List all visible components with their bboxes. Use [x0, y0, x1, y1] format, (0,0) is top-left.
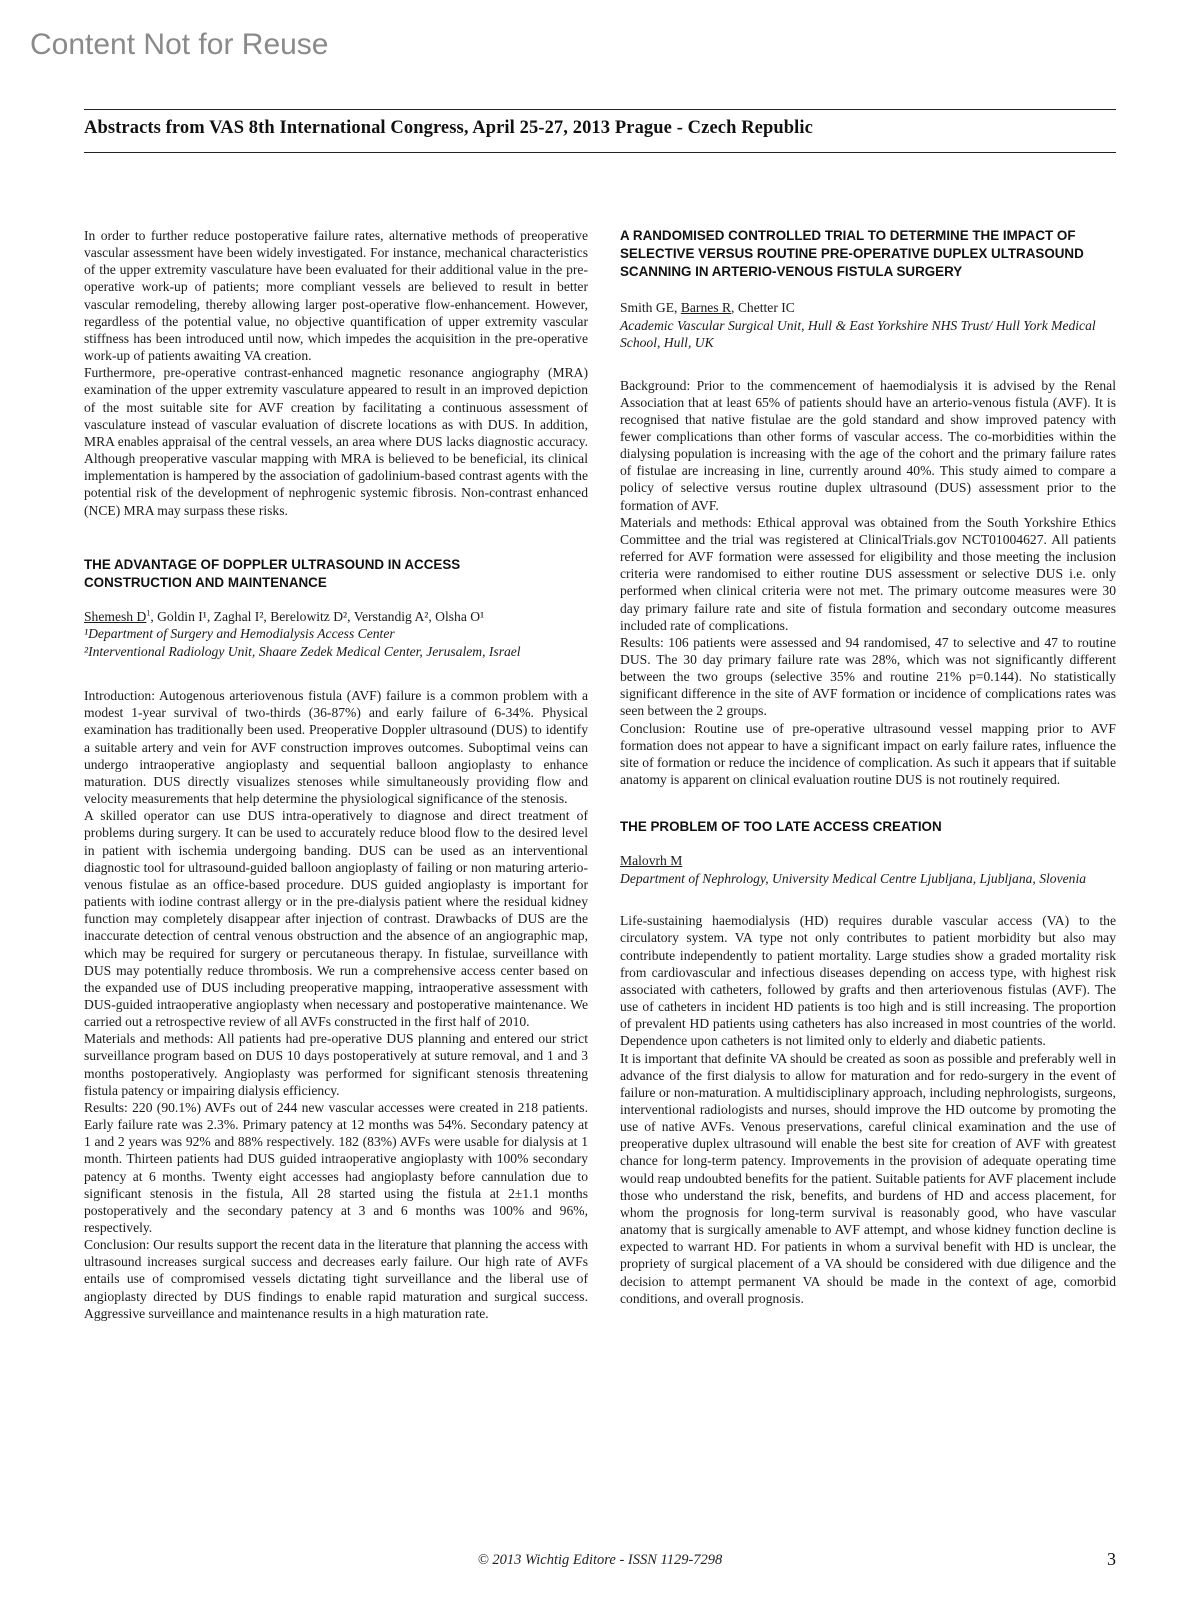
abstract-paragraph: A skilled operator can use DUS intra-operatively to diagnose and direct treatment of problems during surgery. It can be used to accurately reduce blood flow to the desired level in patient with ischemia undergoing banding. DUS can be used as an interventional diagnostic tool for ultrasound-guided balloon angioplasty of failing or non maturing arterio-venous fistulae as an office-based procedure. DUS guided angioplasty is important for patients with iodine contrast allergy or in the pre-dialysis patient where the residual kidney function may completely disappear after injection of contrast. Drawbacks of DUS are the inaccurate detection of central venous obstruction and the absence of an angiographic map, which may be required for surgery or percutaneous therapy. In fistulae, surveillance with DUS may potentially reduce thrombosis. We run a comprehensive access center based on the expanded use of DUS including preoperative mapping, intraoperative assessment with DUS-guided intraoperative angioplasty when necessary and postoperative maintenance. We carried out a retrospective review of all AVFs constructed in the first half of 2010. — [84, 808, 588, 1030]
intro-paragraph: Furthermore, pre-operative contrast-enhanced magnetic resonance angiography (MRA) examination of the upper extremity vasculature appeared to result in an improved depiction of the most suitable site for AVF creation by facilitating a continuous assessment of vasculature instead of vascular evaluation of discrete locations as with DUS. In addition, MRA enables appraisal of the central vessels, an area where DUS lacks diagnostic accuracy. Although preoperative vascular mapping with MRA is believed to be beneficial, its clinical implementation is hampered by the association of gadolinium-based contrast agents with the potential risk of the development of nephrogenic systemic fibrosis. Non-contrast enhanced (NCE) MRA may surpass these risks. — [84, 365, 588, 518]
coauthors: , Chetter IC — [731, 300, 795, 315]
intro-paragraph: In order to further reduce postoperative failure rates, alternative methods of preoperative vascular assessment have been widely investigated. For instance, mechanical characteristics of the upper extremity vasculature have been evaluated for their additional value in the pre-operative work-up of patients; more compliant vessels are believed to result in better vascular remodeling, thereby allowing larger post-operative flow-enhancement. However, regardless of the potential value, no objective quantification of upper extremity vascular stiffness has been introduced until now, which impedes the acquisition in the pre-operative work-up of patients awaiting VA creation. — [84, 228, 588, 364]
coauthors: Smith GE, — [620, 300, 681, 315]
abstract-title-line: THE ADVANTAGE OF DOPPLER ULTRASOUND IN ACCESS — [84, 556, 461, 572]
footer-copyright: © 2013 Wichtig Editore - ISSN 1129-7298 — [477, 1552, 723, 1568]
abstract-paragraph: Results: 220 (90.1%) AVFs out of 244 new vascular accesses were created in 218 patients. Early failure rate was 2.3%. Primary patency at 12 months was 54%. Secondary patency at 1 and 2 years was 92% and 88% respectively. 182 (83%) AVFs were usable for dialysis at 1 month. Thirteen patients had DUS guided intraoperative angioplasty with 100% secondary patency at 6 months. Twenty eight accesses had angioplasty before cannulation due to significant stenosis in the fistula, All 28 started using the fistula at 2±1.1 months postoperatively and the secondary patency at 3 and 6 months was 100% and 96%, respectively. — [84, 1099, 588, 1235]
page-number: 3 — [1107, 1549, 1116, 1569]
header-rule-bottom — [84, 152, 1116, 153]
presenting-author: Shemesh D — [84, 608, 147, 624]
header-rule-top — [84, 109, 1116, 110]
abstract-title-line: CONSTRUCTION AND MAINTENANCE — [84, 574, 327, 590]
author-list — [620, 852, 1116, 870]
abstract-title: THE PROBLEM OF TOO LATE ACCESS CREATION — [620, 819, 942, 835]
watermark-text: Content Not for Reuse — [30, 28, 329, 61]
affiliation: ¹Department of Surgery and Hemodialysis Access Center — [84, 626, 395, 642]
abstract-title — [84, 556, 588, 592]
affiliation: Department of Nephrology, University Medical Centre Ljubljana, Ljubljana, Slovenia — [620, 870, 1087, 886]
abstract-title-line: SELECTIVE VERSUS ROUTINE PRE-OPERATIVE DUPLEX ULTRASOUND — [620, 246, 1084, 261]
abstract-paragraph: Introduction: Autogenous arteriovenous fistula (AVF) failure is a common problem with a modest 1-year survival of two-thirds (36-87%) and early failure of 6-34%. Physical examination has traditionally been used. Preoperative Doppler ultrasound (DUS) to identify a suitable artery and vein for AVF construction improves outcomes. Suboptimal veins can undergo intraoperative angioplasty and sequential balloon angioplasty to enhance maturation. DUS directly visualizes stenoses while simultaneously providing flow and velocity measurements that help determine the physiological significance of the stenosis. — [84, 688, 588, 807]
presenting-author: Malovrh M — [620, 853, 683, 869]
abstract-paragraph: Materials and methods: Ethical approval was obtained from the South Yorkshire Ethics Committee and the trial was registered at ClinicalTrials.gov NCT01004627. All patients referred for AVF formation were assessed for eligibility and those meeting the inclusion criteria were randomised to either routine DUS assessment or selective DUS i.e. only performed when clinical criteria were not met. The primary outcome measures were 30 day primary failure rate and site of fistula formation and secondary outcome measures included rate of complications. — [620, 514, 1116, 633]
presenting-author: Barnes R — [680, 300, 732, 315]
affiliation: Academic Vascular Surgical Unit, Hull & East Yorkshire NHS Trust/ Hull York Medical School, Hull, UK — [620, 317, 1096, 350]
affiliation: ²Interventional Radiology Unit, Shaare Zedek Medical Center, Jerusalem, Israel — [84, 643, 521, 659]
author-list — [84, 608, 588, 626]
abstract-paragraph: Results: 106 patients were assessed and 94 randomised, 47 to selective and 47 to routine DUS. The 30 day primary failure rate was 28%, which was not significantly different between the two groups (selective 35% and routine 21% p=0.144). No statistically significant difference in the site of AVF formation or incidence of complications rates was seen between the 2 groups. — [620, 634, 1116, 719]
abstract-title-line: A RANDOMISED CONTROLLED TRIAL TO DETERMINE THE IMPACT OF — [620, 228, 1076, 243]
right-column — [620, 227, 1116, 1307]
author-list — [620, 299, 1116, 317]
abstract-paragraph: Life-sustaining haemodialysis (HD) requires durable vascular access (VA) to the circulatory system. VA type not only contributes to patient morbidity but also may contribute independently to patient mortality. Large studies show a graded mortality risk from cardiovascular and infectious diseases depending on access type, with highest risk associated with catheters, followed by grafts and then arteriovenous fistulas (AVF). The use of catheters in incident HD patients is too high and is still increasing. The proportion of prevalent HD patients using catheters has also increased in most countries of the world. Dependence upon catheters is not limited only to elderly and diabetic patients. — [620, 913, 1116, 1049]
left-column — [84, 227, 588, 1322]
abstract-paragraph: Conclusion: Routine use of pre-operative ultrasound vessel mapping prior to AVF formation does not appear to have a significant impact on early failure rates, influence the site of formation or reduce the incidence of complication. As such it appears that if suitable anatomy is apparent on clinical evaluation routine DUS is not routinely required. — [620, 720, 1117, 788]
abstract-paragraph: Background: Prior to the commencement of haemodialysis it is advised by the Renal Association that at least 65% of patients should have an arterio-venous fistula (AVF). It is recognised that native fistulae are the gold standard and show improved patency with fewer complications than other forms of vascular access. The co-morbidities within the dialysing population is increasing with the age of the cohort and the primary failure rates of fistulae are increasing in line, currently around 40%. This study aimed to compare a policy of selective versus routine duplex ultrasound (DUS) assessment prior to the formation of AVF. — [620, 377, 1116, 513]
abstract-title-line: SCANNING IN ARTERIO-VENOUS FISTULA SURGERY — [620, 264, 963, 279]
running-header: Abstracts from VAS 8th International Congress, April 25-27, 2013 Prague - Czech Republic — [84, 118, 813, 138]
abstract-paragraph: Materials and methods: All patients had pre-operative DUS planning and entered our strict surveillance program based on DUS 10 days postoperatively at suture removal, and 1 and 3 months postoperatively. Angioplasty was performed for significant stenosis threatening fistula patency or impairing dialysis efficiency. — [84, 1031, 588, 1098]
abstract-paragraph: Conclusion: Our results support the recent data in the literature that planning the access with ultrasound increases surgical success and decreases early failure. Our high rate of AVFs entails use of compromised vessels dictating tight surveillance and the liberal use of angioplasty directed by DUS findings to enable rapid maturation and surgical success. Aggressive surveillance and maintenance results in a high maturation rate. — [84, 1237, 588, 1321]
author-superscript: 1 — [146, 608, 151, 618]
coauthors: , Goldin I¹, Zaghal I², Berelowitz D², Verstandig A², Olsha O¹ — [150, 608, 485, 624]
abstract-paragraph: It is important that definite VA should be created as soon as possible and preferably well in advance of the first dialysis to allow for maturation and for redo-surgery in the event of failure or non-maturation. A multidisciplinary approach, including nephrologists, surgeons, interventional radiologists and nurses, should improve the HD outcome by promoting the use of native AVFs. Venous preservations, careful clinical examination and the use of preoperative duplex ultrasound will enable the best site for creation of AVF with greatest chance for long-term patency. Improvements in the provision of adequate operating time would reap undoubted benefits for the patient. Suitable patients for AVF placement include those who understand the risk, benefits, and burdens of HD and access placement, for whom the prognosis for long-term survival is reasonably good, who have vascular anatomy that is surgically amenable to AVF attempt, and whose kidney function decline is expected to warrant HD. For patients in whom a survival benefit with HD is unclear, the propriety of surgical placement of a VA should be considered with due diligence and the decision to attempt permanent VA should be made in the context of age, comorbid conditions, and overall prognosis. — [620, 1050, 1116, 1306]
abstract-title — [620, 227, 1116, 281]
